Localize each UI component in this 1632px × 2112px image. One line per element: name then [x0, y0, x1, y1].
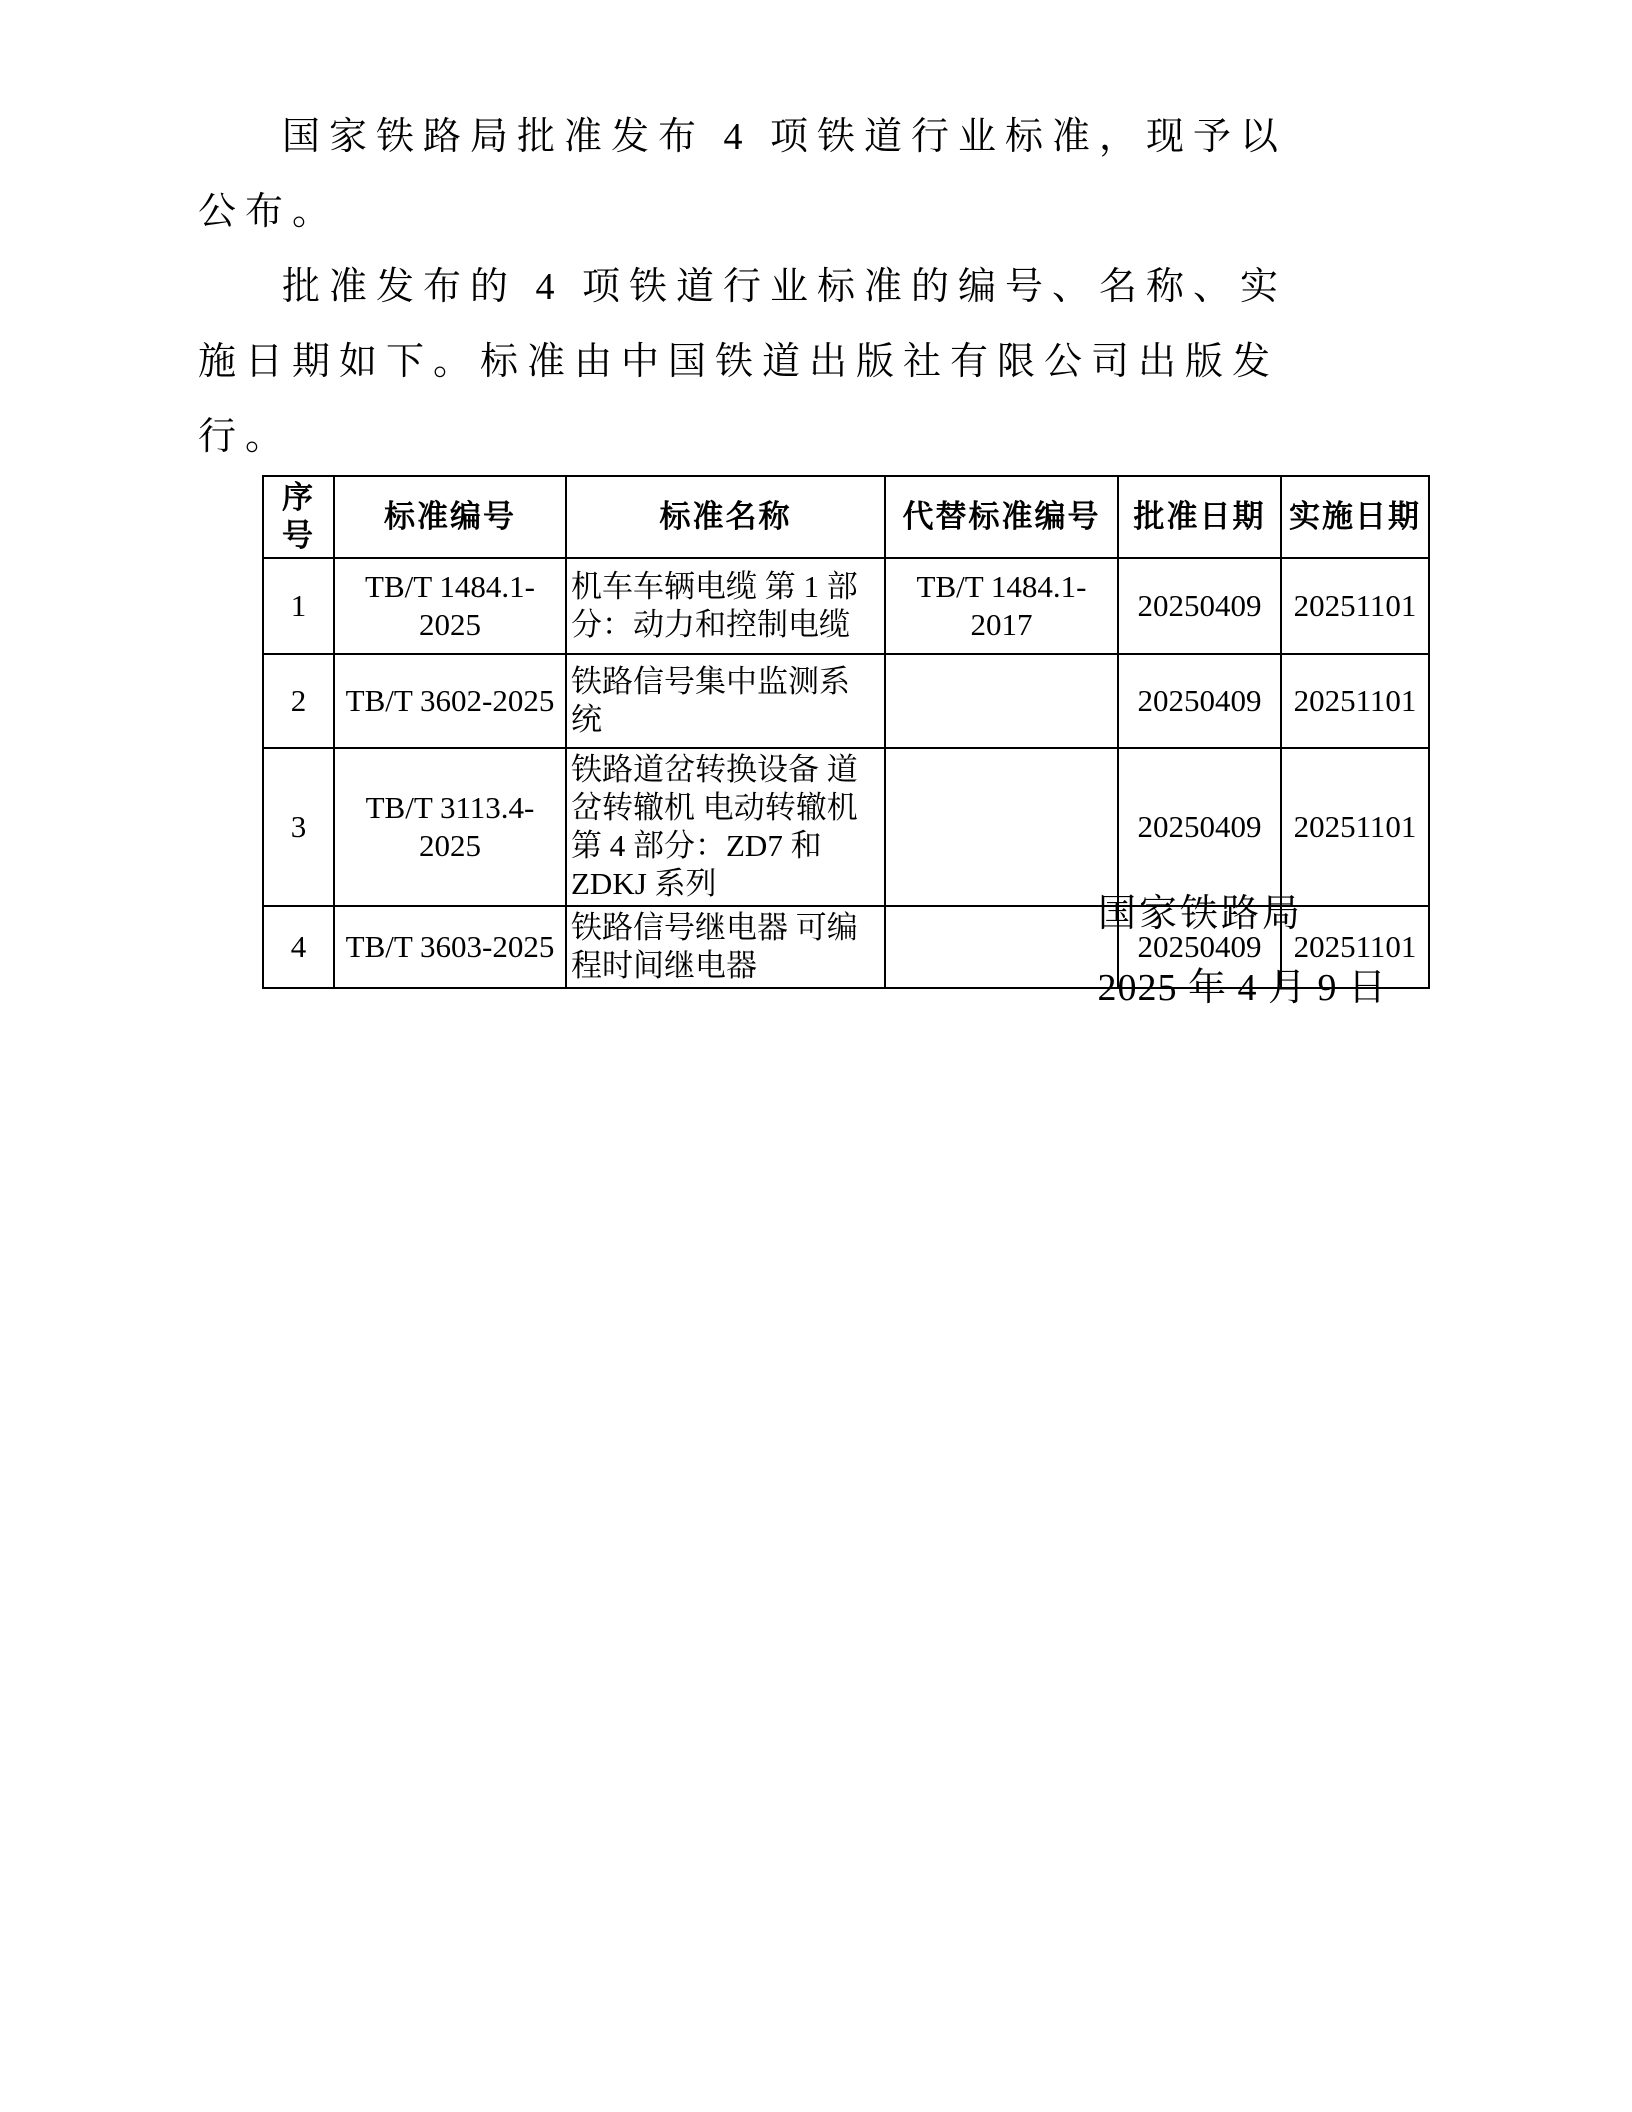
cell-no: 4 — [263, 906, 334, 988]
cell-no: 3 — [263, 748, 334, 906]
column-header-standard-name: 标准名称 — [566, 476, 885, 558]
column-header-approval-date: 批准日期 — [1118, 476, 1281, 558]
cell-standard-code: TB/T 3113.4-2025 — [334, 748, 566, 906]
cell-approval-date: 20250409 — [1118, 654, 1281, 748]
column-header-no: 序号 — [263, 476, 334, 558]
cell-replaced-code — [885, 654, 1118, 748]
column-header-replaced-code: 代替标准编号 — [885, 476, 1118, 558]
announcement-paragraph-1: 国家铁路局批准发布 4 项铁道行业标准，现予以公布。 — [198, 116, 1288, 233]
cell-standard-code: TB/T 1484.1-2025 — [334, 558, 566, 654]
cell-approval-date: 20250409 — [1118, 558, 1281, 654]
cell-standard-name: 机车车辆电缆 第 1 部分：动力和控制电缆 — [566, 558, 885, 654]
cell-standard-name: 铁路信号集中监测系统 — [566, 654, 885, 748]
cell-implementation-date: 20251101 — [1281, 748, 1429, 906]
cell-approval-date: 20250409 — [1118, 906, 1281, 988]
cell-replaced-code: TB/T 1484.1-2017 — [885, 558, 1118, 654]
announcement-paragraph-2: 批准发布的 4 项铁道行业标准的编号、名称、实施日期如下。标准由中国铁道出版社有限公司出版发行。 — [198, 266, 1288, 458]
cell-standard-name: 铁路信号继电器 可编程时间继电器 — [566, 906, 885, 988]
cell-implementation-date: 20251101 — [1281, 654, 1429, 748]
cell-replaced-code — [885, 748, 1118, 906]
cell-standard-code: TB/T 3603-2025 — [334, 906, 566, 988]
cell-no: 1 — [263, 558, 334, 654]
cell-implementation-date: 20251101 — [1281, 906, 1429, 988]
signature-organization: 国家铁路局 — [1097, 893, 1303, 935]
table-header-row — [263, 476, 1429, 558]
cell-no: 2 — [263, 654, 334, 748]
table-row — [263, 558, 1429, 654]
cell-implementation-date: 20251101 — [1281, 558, 1429, 654]
signature-date: 2025 年 4 月 9 日 — [1097, 967, 1387, 1009]
column-header-implementation-date: 实施日期 — [1281, 476, 1429, 558]
column-header-standard-code: 标准编号 — [334, 476, 566, 558]
cell-replaced-code — [885, 906, 1118, 988]
cell-approval-date: 20250409 — [1118, 748, 1281, 906]
announcement-body — [198, 0, 1328, 475]
cell-standard-code: TB/T 3602-2025 — [334, 654, 566, 748]
table-row — [263, 654, 1429, 748]
cell-standard-name: 铁路道岔转换设备 道岔转辙机 电动转辙机 第 4 部分：ZD7 和 ZDKJ 系列 — [566, 748, 885, 906]
